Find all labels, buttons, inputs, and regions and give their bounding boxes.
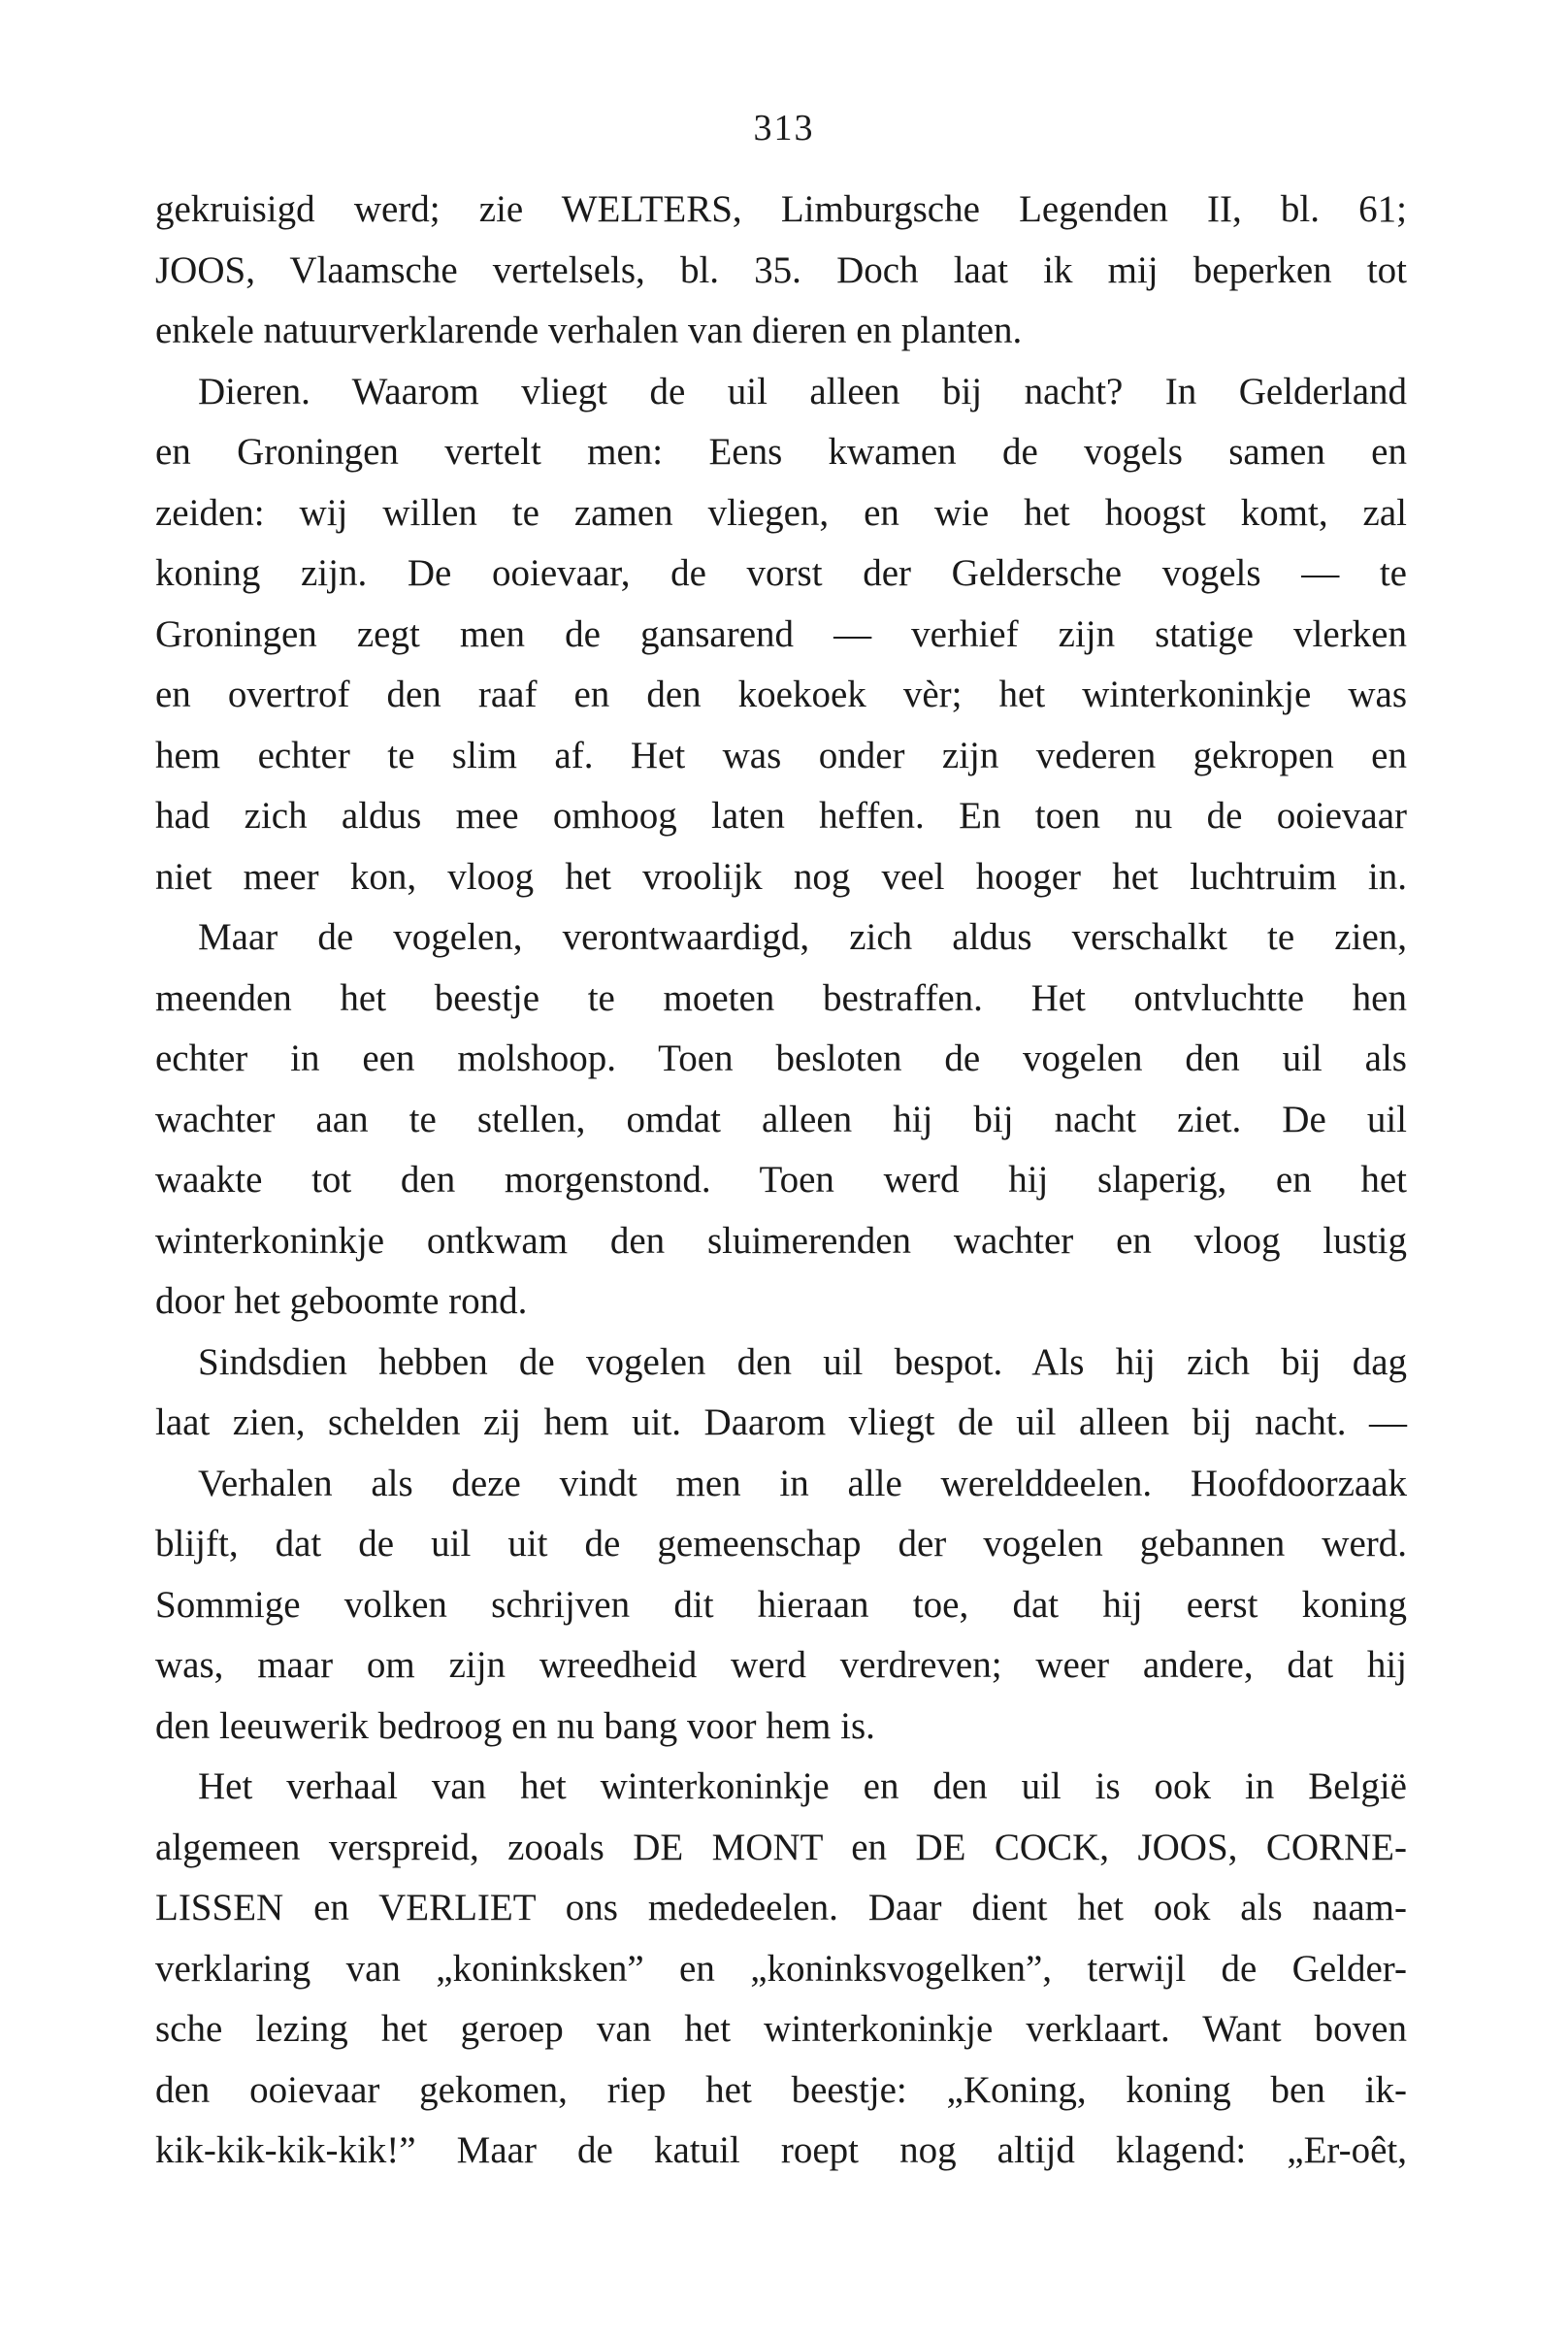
text-line: den leeuwerik bedroog en nu bang voor hem is.	[155, 1704, 875, 1747]
text-line: verklaring van „koninksken” en „koninksvogelken”, terwijl de Gelder-	[155, 1947, 1407, 1990]
text-line: waakte tot den morgenstond. Toen werd hij slaperig, en het	[155, 1159, 1407, 1201]
text-line: hem echter te slim af. Het was onder zijn vederen gekropen en	[155, 734, 1407, 776]
text-line: zeiden: wij willen te zamen vliegen, en wie het hoogst komt, zal	[155, 491, 1407, 534]
text-line: Sindsdien hebben de vogelen den uil bespot. Als hij zich bij dag	[198, 1340, 1407, 1383]
text-line: en overtrof den raaf en den koekoek vèr; het winterkoninkje was	[155, 674, 1407, 715]
text-line: had zich aldus mee omhoog laten heffen. En toen nu de ooievaar	[155, 795, 1407, 837]
text-line: enkele natuurverklarende verhalen van dieren en planten.	[155, 310, 1023, 351]
text-line: Groningen zegt men de gansarend — verhief zijn statige vlerken	[155, 612, 1407, 655]
text-line: blijft, dat de uil uit de gemeenschap der vogelen gebannen werd.	[155, 1523, 1407, 1565]
text-line: LISSEN en VERLIET ons mededeelen. Daar dient het ook als naam-	[155, 1887, 1407, 1928]
text-line: Sommige volken schrijven dit hieraan toe, dat hij eerst koning	[155, 1583, 1407, 1626]
text-line: winterkoninkje ontkwam den sluimerenden wachter en vloog lustig	[155, 1219, 1407, 1262]
text-line: Dieren. Waarom vliegt de uil alleen bij nacht? In Gelderland	[198, 370, 1407, 412]
text-line: echter in een molshoop. Toen besloten de vogelen den uil als	[155, 1038, 1407, 1079]
text-line: meenden het beestje te moeten bestraffen. Het ontvluchtte hen	[155, 976, 1407, 1019]
text-line: den ooievaar gekomen, riep het beestje: „Koning, koning ben ik-	[155, 2068, 1407, 2111]
text-line: kik-kik-kik-kik!” Maar de katuil roept nog altijd klagend: „Er-oêt,	[155, 2129, 1407, 2171]
text-line: niet meer kon, vloog het vroolijk nog veel hooger het luchtruim in.	[155, 855, 1407, 898]
text-line: JOOS, Vlaamsche vertelsels, bl. 35. Doch laat ik mij beperken tot	[155, 248, 1407, 291]
text-line: wachter aan te stellen, omdat alleen hij bij nacht ziet. De uil	[155, 1098, 1407, 1140]
text-line: en Groningen vertelt men: Eens kwamen de vogels samen en	[155, 431, 1407, 473]
text-line: laat zien, schelden zij hem uit. Daarom vliegt de uil alleen bij nacht. —	[155, 1401, 1407, 1443]
text-line: algemeen verspreid, zooals DE MONT en DE COCK, JOOS, CORNE-	[155, 1826, 1407, 1868]
text-line: gekruisigd werd; zie WELTERS, Limburgsche Legenden II, bl. 61;	[155, 188, 1407, 230]
text-line: was, maar om zijn wreedheid werd verdreven; weer andere, dat hij	[155, 1644, 1407, 1686]
text-line: door het geboomte rond.	[155, 1280, 528, 1322]
body-text	[155, 180, 1407, 2182]
text-line: Het verhaal van het winterkoninkje en den uil is ook in België	[198, 1765, 1407, 1807]
text-line: Verhalen als deze vindt men in alle werelddeelen. Hoofdoorzaak	[198, 1462, 1407, 1504]
text-line: Maar de vogelen, verontwaardigd, zich aldus verschalkt te zien,	[198, 916, 1407, 958]
page-number: 313	[753, 108, 815, 148]
text-line: koning zijn. De ooievaar, de vorst der Geldersche vogels — te	[155, 552, 1407, 594]
text-line: sche lezing het geroep van het winterkoninkje verklaart. Want boven	[155, 2008, 1407, 2050]
